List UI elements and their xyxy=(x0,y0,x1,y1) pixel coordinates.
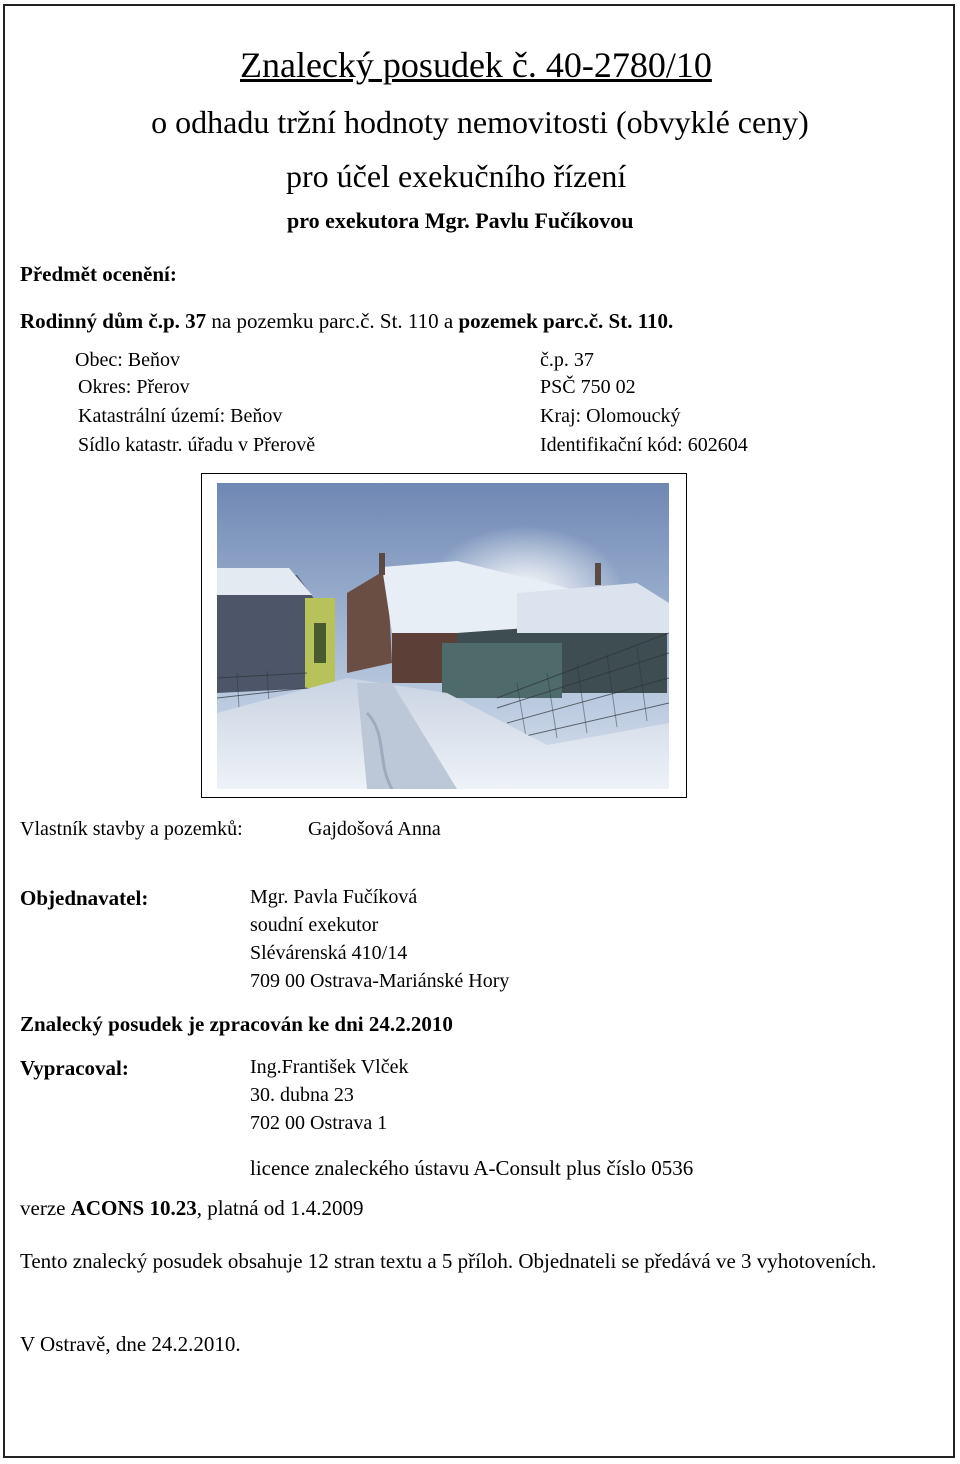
report-purpose: pro účel exekučního řízení xyxy=(286,158,627,194)
detail-sidlo-uradu: Sídlo katastr. úřadu v Přerově xyxy=(78,434,316,456)
software-version xyxy=(20,1196,364,1221)
version-name: ACONS 10.23 xyxy=(70,1196,197,1220)
client-city: 709 00 Ostrava-Mariánské Hory xyxy=(250,970,510,992)
report-date-line: Znalecký posudek je zpracován ke dni 24.2.2010 xyxy=(20,1012,453,1036)
detail-psc: PSČ 750 02 xyxy=(540,376,636,398)
subject-heading: Předmět ocenění: xyxy=(20,262,177,286)
detail-kraj: Kraj: Olomoucký xyxy=(540,405,681,427)
subject-desc-normal: na pozemku parc.č. St. 110 a xyxy=(206,309,459,333)
author-label: Vypracoval: xyxy=(20,1056,129,1080)
author-street: 30. dubna 23 xyxy=(250,1084,354,1106)
property-photo xyxy=(217,483,669,789)
detail-katastralni-uzemi: Katastrální území: Beňov xyxy=(78,405,283,427)
author-licence: licence znaleckého ústavu A-Consult plus číslo 0536 xyxy=(250,1156,694,1180)
snowy-house-image xyxy=(217,483,669,789)
author-city: 702 00 Ostrava 1 xyxy=(250,1112,388,1134)
owner-name: Gajdošová Anna xyxy=(308,818,441,840)
detail-okres: Okres: Přerov xyxy=(78,376,190,398)
client-street: Slévárenská 410/14 xyxy=(250,942,408,964)
author-name: Ing.František Vlček xyxy=(250,1056,409,1078)
owner-label: Vlastník stavby a pozemků: xyxy=(20,818,243,840)
detail-identifikacni-kod: Identifikační kód: 602604 xyxy=(540,434,748,456)
subject-description xyxy=(20,309,673,334)
client-label: Objednavatel: xyxy=(20,886,149,910)
report-subtitle: o odhadu tržní hodnoty nemovitosti (obvyklé ceny) xyxy=(151,104,809,140)
version-suffix: , platná od 1.4.2009 xyxy=(196,1196,364,1220)
subject-desc-bold-2: pozemek parc.č. St. 110. xyxy=(458,309,674,333)
client-role: soudní exekutor xyxy=(250,914,379,936)
subject-desc-bold-1: Rodinný dům č.p. 37 xyxy=(20,309,207,333)
report-recipient: pro exekutora Mgr. Pavlu Fučíkovou xyxy=(287,208,634,233)
property-photo-frame xyxy=(201,473,687,798)
client-name: Mgr. Pavla Fučíková xyxy=(250,886,418,908)
report-title: Znalecký posudek č. 40-2780/10 xyxy=(240,45,712,85)
detail-obec: Obec: Beňov xyxy=(75,349,180,371)
report-contents-note: Tento znalecký posudek obsahuje 12 stran textu a 5 příloh. Objednateli se předává ve 3 vyhotoveních. xyxy=(20,1249,877,1273)
version-prefix: verze xyxy=(20,1196,71,1220)
detail-cislo-popisne: č.p. 37 xyxy=(540,349,594,371)
place-and-date: V Ostravě, dne 24.2.2010. xyxy=(20,1332,241,1356)
